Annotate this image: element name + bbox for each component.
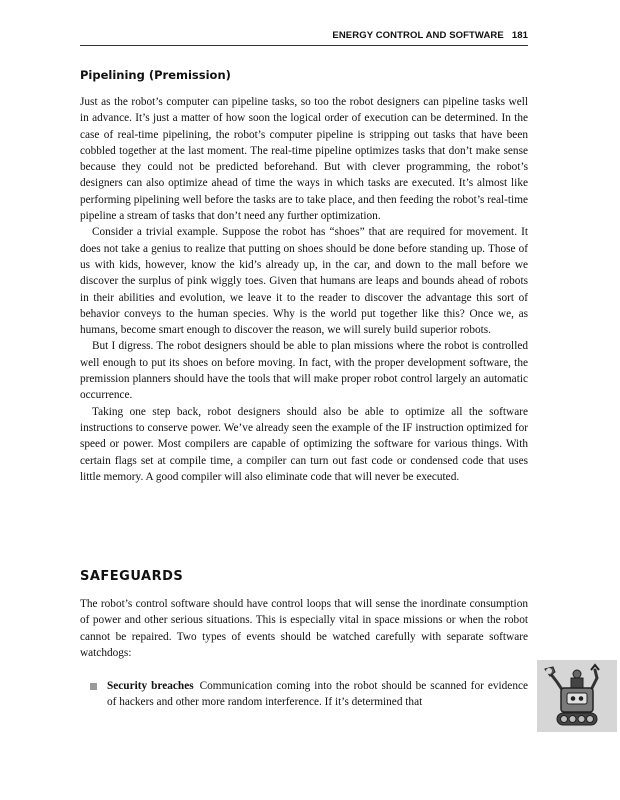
subsection-body xyxy=(80,94,528,485)
robot-illustration xyxy=(537,660,617,732)
running-title: ENERGY CONTROL AND SOFTWARE xyxy=(332,30,504,41)
paragraph: Just as the robot’s computer can pipeline tasks, so too the robot designers can pipeline tasks well in advance. It’s just a matter of how soon the logical order of execution can be determined. In the case of real-time pipelining, the robot’s computer pipeline is stripping out tasks that have been cobbled together at the last moment. The real-time pipeline optimizes tasks that don’t make sense because they could not be predicted beforehand. But with clever programming, the robot’s designers can also optimize ahead of time the ways in which tasks are executed. It’s almost like performing pipelining well before the tasks are to take place, and then feeding the robot’s real-time pipeline a stream of tasks that don’t need any further optimization. xyxy=(80,96,528,223)
running-header xyxy=(80,30,528,46)
paragraph: But I digress. The robot designers should be able to plan missions where the robot is controlled well enough to put its shoes on before moving. In fact, with the proper development software, the premission planners should have the tools that will make proper robot control largely an automatic occurrence. xyxy=(80,340,528,402)
bullet-list xyxy=(90,678,528,711)
bullet-text: Communication coming into the robot should be scanned for evidence of hackers and other more random interference. If it’s determined that xyxy=(107,680,528,709)
bullet-term: Security breaches xyxy=(107,680,194,692)
robot-icon xyxy=(537,660,617,732)
paragraph: Consider a trivial example. Suppose the robot has “shoes” that are required for movement. It does not take a genius to realize that putting on shoes should be done before standing up. Those of us with kids, however, know the kid’s already up, in the car, and down to the mall before we discover the surplus of pink wiggly toes. Given that humans are leaps and bounds ahead of robots in their abilities and evolution, we leave it to the reader to discover the advantage this sort of behavior conveys to the human species. Why is the world put together like this? Once we, as humans, become smart enough to discover the reason, we will surely build superior robots. xyxy=(80,226,528,337)
list-item xyxy=(90,678,528,711)
paragraph: Taking one step back, robot designers should also be able to optimize all the software instructions to conserve power. We’ve already seen the example of the IF instruction optimized for speed or power. Most compilers are capable of optimizing the software for various things. With certain flags set at compile time, a compiler can turn out fast code or condensed code that uses little memory. A good compiler will also eliminate code that will never be executed. xyxy=(80,405,528,483)
section-body xyxy=(80,596,528,661)
page-number: 181 xyxy=(511,30,528,41)
subsection-heading: Pipelining (Premission) xyxy=(80,68,231,82)
paragraph: The robot’s control software should have control loops that will sense the inordinate consumption of power and other serious situations. This is especially vital in space missions or when the robot cannot be repaired. Two types of events should be watched carefully with separate software watchdogs: xyxy=(80,598,528,659)
square-bullet-icon xyxy=(90,683,97,690)
section-heading: SAFEGUARDS xyxy=(80,569,184,584)
